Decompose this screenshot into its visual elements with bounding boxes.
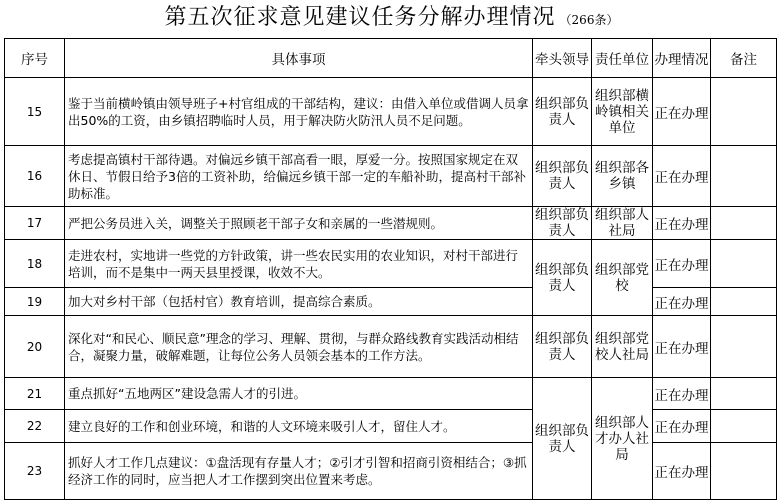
row-unit: 组织部横岭镇相关单位 (592, 78, 653, 146)
header-note: 备注 (711, 39, 777, 78)
row-status: 正在办理 (653, 443, 711, 500)
page-title (0, 0, 783, 36)
row-note (711, 146, 777, 207)
row-seq: 15 (5, 78, 65, 146)
task-table (4, 38, 777, 500)
row-note (711, 240, 777, 288)
row-note (711, 378, 777, 410)
row-unit: 组织部党 校 (592, 240, 653, 316)
row-note (711, 288, 777, 316)
row-note (711, 316, 777, 378)
header-status: 办理情况 (653, 39, 711, 78)
row-status: 正在办理 (653, 288, 711, 316)
row-content: 重点抓好“五地两区”建设急需人才的引进。 (65, 378, 533, 410)
row-lead: 组织部负责人 (533, 207, 592, 240)
row-content: 加大对乡村干部（包括村官）教育培训，提高综合素质。 (65, 288, 533, 316)
header-content: 具体事项 (65, 39, 533, 78)
row-seq: 23 (5, 443, 65, 500)
row-note (711, 207, 777, 240)
header-lead: 牵头领导 (533, 39, 592, 78)
table-row (5, 378, 777, 410)
row-seq: 22 (5, 410, 65, 443)
table-row (5, 288, 777, 316)
table-row (5, 78, 777, 146)
row-note (711, 443, 777, 500)
table-row (5, 316, 777, 378)
row-content: 建立良好的工作和创业环境，和谐的人文环境来吸引人才，留住人才。 (65, 410, 533, 443)
table-row (5, 240, 777, 288)
row-seq: 19 (5, 288, 65, 316)
row-unit: 组织部各乡镇 (592, 146, 653, 207)
table-header-row (5, 39, 777, 78)
row-seq: 18 (5, 240, 65, 288)
title-main: 第五次征求意见建议任务分解办理情况 (164, 5, 556, 30)
row-seq: 21 (5, 378, 65, 410)
table-row (5, 443, 777, 500)
row-lead: 组织部负责人 (533, 316, 592, 378)
row-seq: 16 (5, 146, 65, 207)
row-lead: 组织部负责人 (533, 78, 592, 146)
table-row (5, 207, 777, 240)
title-count: （266条） (559, 13, 619, 27)
table-row (5, 146, 777, 207)
row-unit: 组织部党 校人社局 (592, 316, 653, 378)
row-status: 正在办理 (653, 207, 711, 240)
row-note (711, 78, 777, 146)
row-unit: 组织部人才办人社局 (592, 378, 653, 500)
row-status: 正在办理 (653, 78, 711, 146)
row-status: 正在办理 (653, 146, 711, 207)
row-note (711, 410, 777, 443)
row-lead: 组织部负责人 (533, 378, 592, 500)
row-unit: 组织部人社局 (592, 207, 653, 240)
row-content: 严把公务员进入关，调整关于照顾老干部子女和亲属的一些潜规则。 (65, 207, 533, 240)
row-content: 深化对“和民心、顺民意”理念的学习、理解、贯彻，与群众路线教育实践活动相结合，凝聚力量，破解难题，让每位公务人员领会基本的工作方法。 (65, 316, 533, 378)
row-status: 正在办理 (653, 410, 711, 443)
row-content: 抓好人才工作几点建议：①盘活现有存量人才；②引才引智和招商引资相结合；③抓经济工作的同时，应当把人才工作摆到突出位置来考虑。 (65, 443, 533, 500)
header-unit: 责任单位 (592, 39, 653, 78)
table-row (5, 410, 777, 443)
row-seq: 20 (5, 316, 65, 378)
row-content: 鉴于当前横岭镇由领导班子+村官组成的干部结构，建议：由借入单位或借调人员拿出50%的工资，由乡镇招聘临时人员，用于解决防火防汛人员不足问题。 (65, 78, 533, 146)
row-status: 正在办理 (653, 240, 711, 288)
header-seq: 序号 (5, 39, 65, 78)
row-content: 走进农村，实地讲一些党的方针政策，讲一些农民实用的农业知识，对村干部进行培训，而不是集中一两天县里授课，收效不大。 (65, 240, 533, 288)
row-lead: 组织部负责人 (533, 146, 592, 207)
row-status: 正在办理 (653, 316, 711, 378)
row-seq: 17 (5, 207, 65, 240)
row-status: 正在办理 (653, 378, 711, 410)
row-content: 考虑提高镇村干部待遇。对偏远乡镇干部高看一眼，厚爱一分。按照国家规定在双休日、节假日给予3倍的工资补助，给偏远乡镇干部一定的车船补助，提高村干部补助标准。 (65, 146, 533, 207)
row-lead: 组织部负责人 (533, 240, 592, 316)
